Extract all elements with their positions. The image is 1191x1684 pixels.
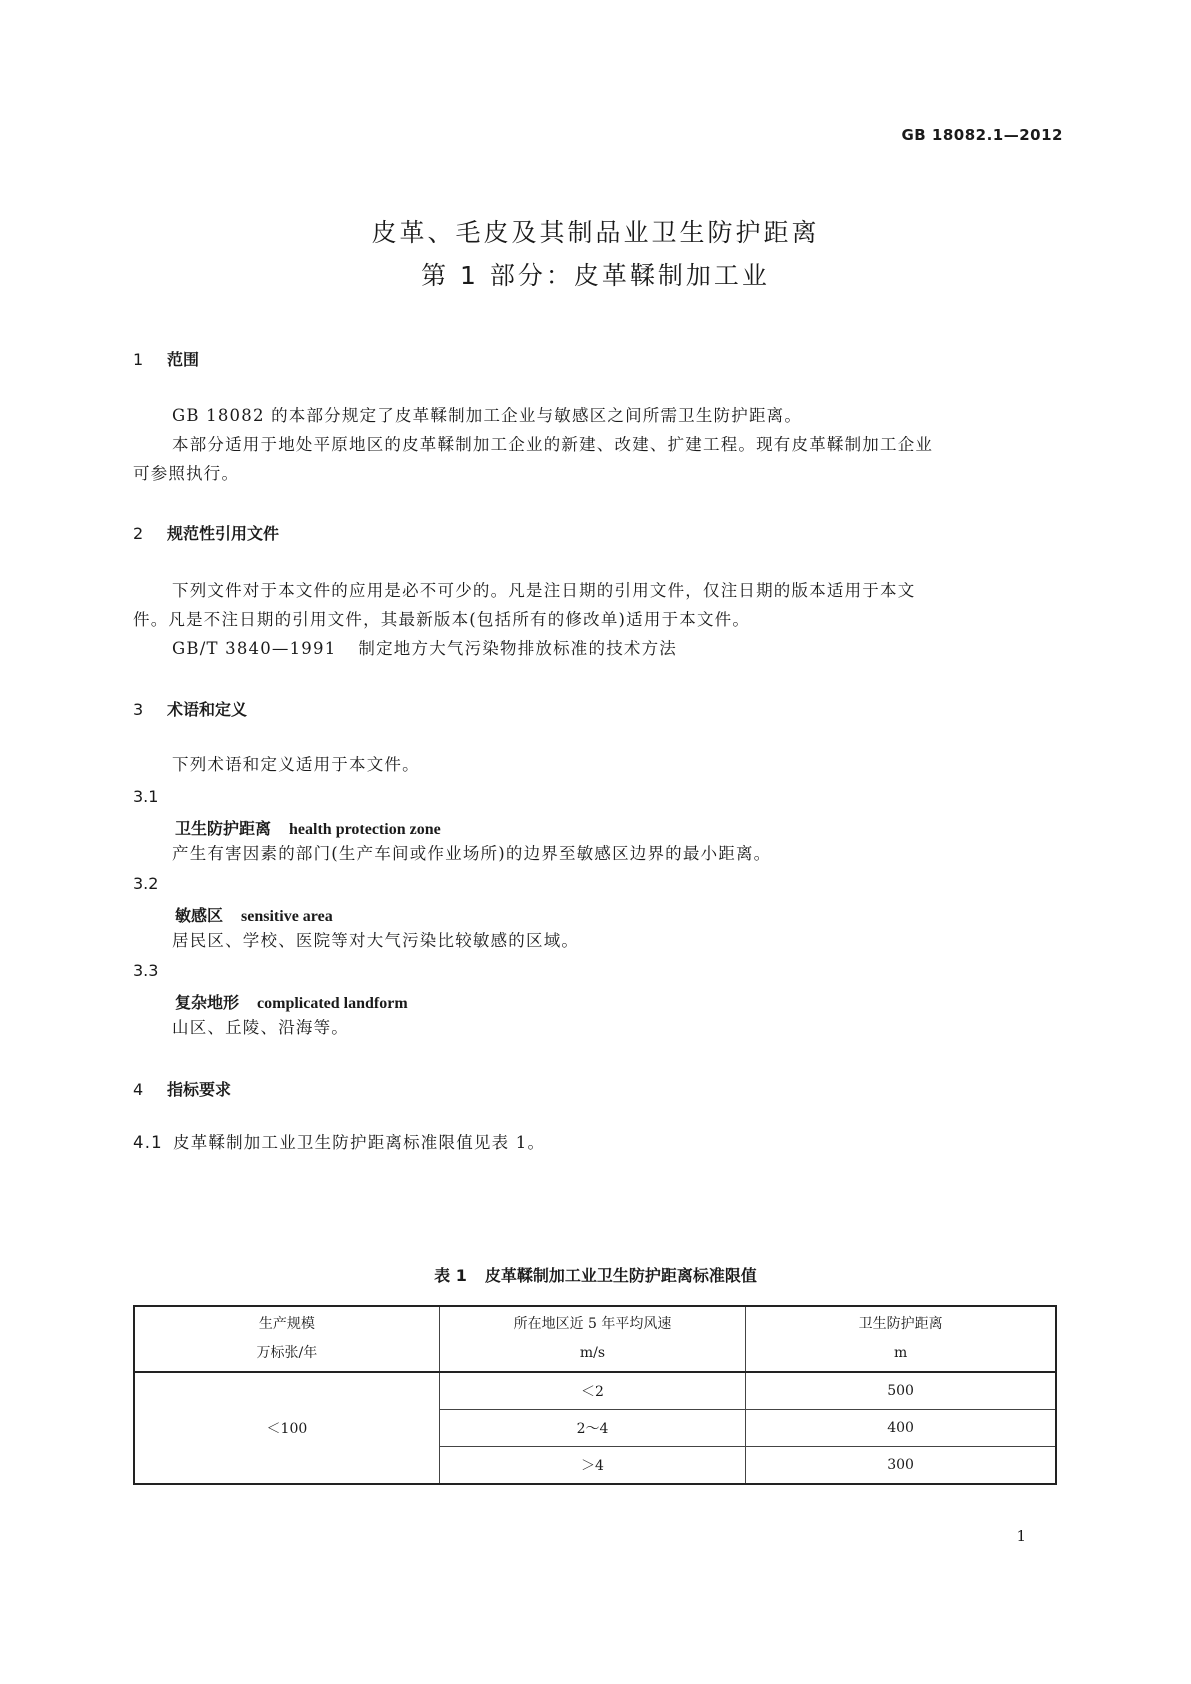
- section-title: 术语和定义: [167, 700, 248, 719]
- table-row: [134, 1372, 1056, 1410]
- distance-limits-table: [133, 1305, 1057, 1485]
- term-zh: 复杂地形: [175, 993, 240, 1012]
- table-header-row: [134, 1306, 1056, 1372]
- term-en: complicated landform: [257, 995, 408, 1012]
- reference-title: 制定地方大气污染物排放标准的技术方法: [358, 639, 678, 658]
- paragraph: 本部分适用于地处平原地区的皮革鞣制加工企业的新建、改建、扩建工程。现有皮革鞣制加工企业: [172, 435, 934, 454]
- normative-reference: [172, 635, 677, 663]
- table-title: 皮革鞣制加工业卫生防护距离标准限值: [484, 1266, 757, 1285]
- section-title: 指标要求: [167, 1080, 232, 1099]
- section-number: 3: [133, 700, 144, 719]
- term-zh: 敏感区: [175, 906, 224, 925]
- section-title: 范围: [167, 350, 200, 369]
- section-4-heading: [133, 1077, 231, 1100]
- header-name: 所在地区近 5 年平均风速: [513, 1316, 672, 1332]
- document-title: 皮革、毛皮及其制品业卫生防护距离: [371, 218, 820, 247]
- term-en: health protection zone: [289, 821, 441, 838]
- term-definition: 山区、丘陵、沿海等。: [172, 1018, 349, 1037]
- clause-text: 皮革鞣制加工业卫生防护距离标准限值见表 1。: [173, 1133, 546, 1152]
- header-unit: m/s: [579, 1345, 606, 1361]
- section-number: 4: [133, 1080, 144, 1099]
- paragraph: 下列术语和定义适用于本文件。: [172, 755, 420, 774]
- header-unit: m: [893, 1345, 908, 1361]
- section-2-heading: [133, 521, 279, 544]
- column-header: [746, 1306, 1056, 1372]
- scale-cell: ＜100: [134, 1372, 439, 1484]
- section-1-heading: [133, 347, 199, 370]
- header-unit: 万标张/年: [256, 1345, 318, 1361]
- column-header: [134, 1306, 439, 1372]
- standard-code: GB 18082.1—2012: [901, 126, 1063, 144]
- paragraph: 下列文件对于本文件的应用是必不可少的。凡是注日期的引用文件，仅注日期的版本适用于本文: [172, 581, 916, 600]
- table-label: 表 1: [434, 1266, 467, 1285]
- term-number: 3.3: [133, 961, 159, 980]
- wind-speed-cell: ＞4: [439, 1447, 745, 1485]
- section-3-heading: [133, 697, 247, 720]
- table-caption: [0, 1263, 1191, 1286]
- paragraph: 件。凡是不注日期的引用文件，其最新版本(包括所有的修改单)适用于本文件。: [133, 610, 751, 629]
- clause-4-1: [133, 1129, 545, 1157]
- paragraph: 可参照执行。: [133, 464, 240, 483]
- term-number: 3.1: [133, 787, 159, 806]
- term-number: 3.2: [133, 874, 159, 893]
- section-number: 2: [133, 524, 144, 543]
- header-name: 卫生防护距离: [858, 1316, 943, 1332]
- distance-cell: 500: [746, 1372, 1056, 1410]
- wind-speed-cell: 2～4: [439, 1410, 745, 1447]
- section-title: 规范性引用文件: [167, 524, 280, 543]
- document-subtitle: 第 1 部分：皮革鞣制加工业: [421, 261, 770, 290]
- clause-number: 4.1: [133, 1133, 163, 1152]
- term-heading: [175, 903, 333, 926]
- term-definition: 居民区、学校、医院等对大气污染比较敏感的区域。: [172, 931, 580, 950]
- section-number: 1: [133, 350, 144, 369]
- term-heading: [175, 816, 441, 839]
- wind-speed-cell: ＜2: [439, 1372, 745, 1410]
- reference-code: GB/T 3840—1991: [172, 639, 337, 658]
- distance-cell: 400: [746, 1410, 1056, 1447]
- term-zh: 卫生防护距离: [175, 819, 272, 838]
- term-definition: 产生有害因素的部门(生产车间或作业场所)的边界至敏感区边界的最小距离。: [172, 844, 772, 863]
- column-header: [439, 1306, 745, 1372]
- paragraph: GB 18082 的本部分规定了皮革鞣制加工企业与敏感区之间所需卫生防护距离。: [172, 406, 803, 425]
- page-number: 1: [1016, 1527, 1026, 1545]
- term-en: sensitive area: [241, 908, 333, 925]
- distance-cell: 300: [746, 1447, 1056, 1485]
- header-name: 生产规模: [258, 1316, 315, 1332]
- term-heading: [175, 990, 408, 1013]
